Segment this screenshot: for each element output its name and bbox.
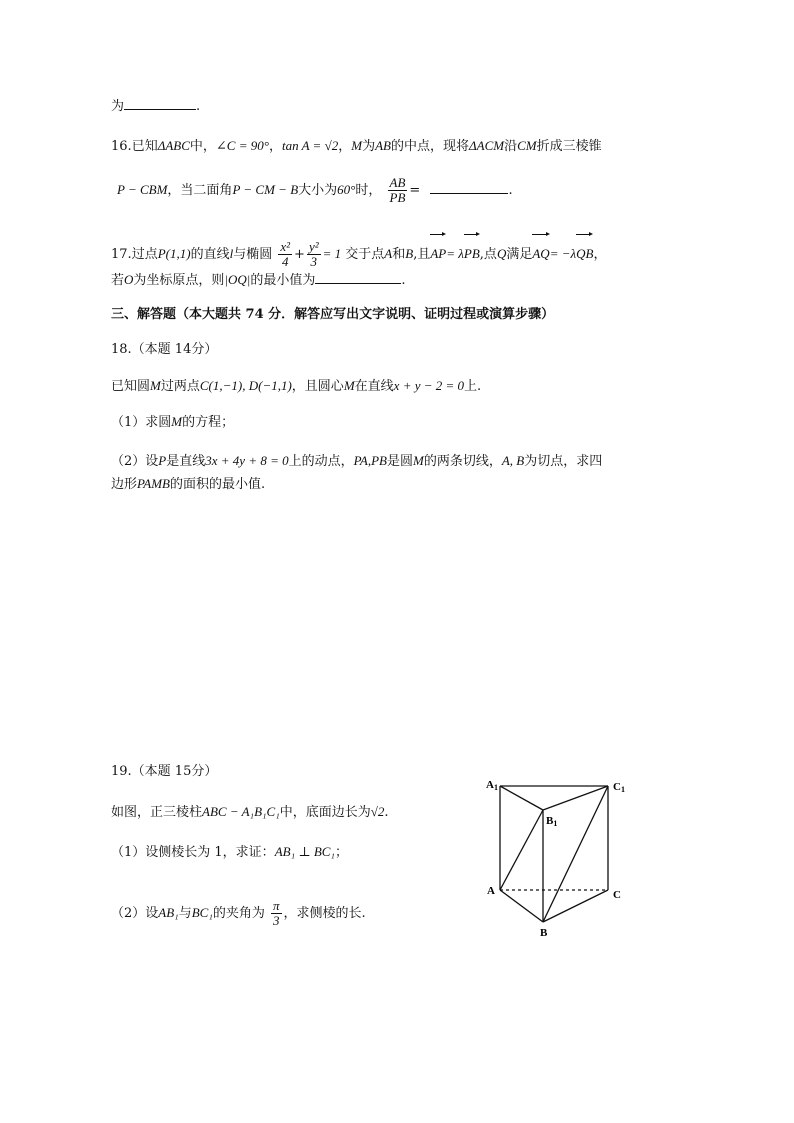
vector-ap: AP [430, 232, 446, 272]
q18-stem [111, 377, 481, 396]
q19-part2 [111, 895, 366, 932]
q18-math: A, B [501, 453, 525, 468]
q16-math: P − CBM [117, 182, 168, 197]
pi-over-3-fraction [271, 899, 282, 928]
q19-text: （2）设 [111, 906, 159, 921]
q18-math: , [367, 453, 372, 468]
q17-text: 与椭圆 [233, 247, 273, 262]
answer-blank [430, 181, 508, 194]
q17-period: . [401, 273, 406, 288]
q18-text: 上. [464, 379, 482, 394]
q17-math: P(1,1) [157, 246, 191, 261]
q17-math: B [405, 246, 414, 261]
q18-math: M [171, 414, 183, 429]
q18-heading: 18.（本题 14分） [111, 342, 218, 357]
q17-math: = λ [446, 246, 464, 261]
q16-math: CM [517, 138, 537, 153]
q17-text: 过点 [131, 247, 158, 262]
plus-sign: + [294, 247, 305, 262]
vector-aq: AQ [532, 232, 549, 272]
fraction-numerator: y² [308, 239, 319, 254]
q19-text: 与 [178, 906, 192, 921]
q19-text: 中，底面边长为 [279, 805, 371, 820]
q19-text: ； [334, 845, 348, 860]
q17-text: ， [593, 247, 607, 262]
q17-text: 满足 [506, 247, 533, 262]
q16-math: AB [375, 138, 391, 153]
q18-math: x + y − 2 = 0 [393, 378, 465, 393]
edge-bc [543, 890, 608, 922]
q17-math: = −λ [549, 246, 577, 261]
q19-text: 如图，正三棱柱 [111, 805, 203, 820]
q19-math: AB₁ ⊥ BC₁ [274, 844, 335, 859]
q18-text: 是圆 [386, 454, 413, 469]
q17-text: ,点 [479, 247, 497, 262]
ellipse-x-fraction [278, 240, 292, 269]
vector-qb: QB [576, 232, 593, 272]
q19-stem [111, 803, 389, 822]
q16-math: ΔABC [157, 138, 190, 153]
q17-text: 的最小值为 [250, 273, 316, 288]
q19-math: AB₁ [158, 905, 179, 920]
q17-math: A [384, 246, 393, 261]
q18-text: 已知圆 [111, 379, 151, 394]
q18-math: C(1,−1), D(−1,1) [199, 378, 292, 393]
ellipse-y-fraction [307, 240, 321, 269]
fraction-denominator: 3 [310, 254, 318, 269]
q16-text: 已知 [131, 139, 158, 154]
q18-text: 的方程； [182, 415, 235, 430]
q16-number: 16. [111, 139, 132, 154]
q17-line2 [111, 271, 406, 290]
q16-math: M [351, 138, 363, 153]
q19-math: √2 [370, 804, 385, 819]
label-a1: A1 [486, 779, 498, 792]
q19-math: ABC − A₁B₁C₁ [202, 804, 280, 819]
q16-text: ， [338, 139, 352, 154]
q18-math: PB [371, 453, 387, 468]
q18-math: M [343, 378, 355, 393]
q17-text: 若 [111, 273, 125, 288]
fraction-numerator: AB [389, 175, 406, 190]
q17-number: 17. [111, 247, 132, 262]
q19-text: . [384, 805, 389, 820]
q17-text: 的直线 [190, 247, 230, 262]
q18-math: P [158, 453, 167, 468]
q18-part2-line1 [111, 452, 602, 471]
q18-text: ，且圆心 [291, 379, 344, 394]
q16-line2 [117, 172, 513, 209]
q18-math: 3x + 4y + 8 = 0 [205, 453, 289, 468]
q15-tail [111, 97, 200, 116]
fraction-denominator: 4 [281, 254, 289, 269]
q17-math: l [229, 246, 234, 261]
q15-text: 为 [111, 99, 125, 114]
q19-heading: 19.（本题 15分） [111, 764, 218, 779]
q18-text: 是直线 [166, 454, 206, 469]
q17-math: |OQ| [224, 272, 251, 287]
q18-part1 [111, 413, 234, 432]
fraction-denominator: 3 [273, 913, 280, 928]
q18-text: 的两条切线， [423, 454, 502, 469]
q17-math: = 1 [322, 246, 342, 261]
q17-line1 [111, 232, 606, 273]
fraction-numerator: π [273, 898, 280, 913]
q16-text: ， [268, 139, 282, 154]
q16-fraction [388, 176, 408, 205]
q18-math: PA [353, 453, 368, 468]
q16-math: ∠C = 90° [215, 138, 269, 153]
q19-text: 的夹角为 [212, 906, 265, 921]
q16-math: P − CM − B [232, 182, 299, 197]
edge-a1b1 [500, 786, 543, 810]
label-c1: C1 [613, 781, 625, 794]
q17-math: Q [496, 246, 507, 261]
fraction-numerator: x² [280, 239, 291, 254]
label-b: B [540, 927, 548, 939]
vector-pb: PB [464, 232, 480, 272]
q16-period: . [508, 183, 513, 198]
q16-text: ，当二面角 [167, 183, 233, 198]
q18-text: 的面积的最小值. [170, 477, 266, 492]
q18-text: （2）设 [111, 454, 159, 469]
q18-part2-line2 [111, 475, 265, 494]
q16-text: 为 [362, 139, 376, 154]
q16-text: 折成三棱锥 [536, 139, 602, 154]
q18-math: M [150, 378, 161, 393]
q18-text: 为切点，求四 [524, 454, 603, 469]
q17-text: 交于点 [345, 247, 385, 262]
q17-math: O [124, 272, 134, 287]
answer-blank [124, 97, 196, 110]
q16-text: 中， [189, 139, 216, 154]
q18-text: 边形 [111, 477, 138, 492]
q18-text: 在直线 [354, 379, 394, 394]
prism-figure [480, 770, 630, 945]
q16-math: ΔACM [469, 138, 505, 153]
q16-text: 时， [355, 183, 382, 198]
q19-part1 [111, 843, 348, 862]
q16-math: tan A = √2 [281, 138, 339, 153]
q16-text: 大小为 [298, 183, 338, 198]
answer-blank [315, 271, 401, 284]
q18-math: PAMB [137, 476, 170, 491]
diag-ab1 [500, 810, 543, 890]
q17-text: ,且 [413, 247, 431, 262]
q18-text: 过两点 [160, 379, 200, 394]
edge-ab [500, 890, 543, 922]
fraction-denominator: PB [389, 190, 406, 205]
q19-text: （1）设侧棱长为 1，求证： [111, 845, 275, 860]
q16-text: 沿 [504, 139, 518, 154]
q19-math: BC₁ [191, 905, 213, 920]
q18-math: M [413, 453, 424, 468]
q16-math: 60° [337, 182, 356, 197]
q16-text: 的中点，现将 [390, 139, 469, 154]
label-b1: B1 [546, 815, 558, 828]
label-a: A [487, 885, 495, 897]
q18-text: 上的动点， [288, 454, 354, 469]
q16-line1 [111, 137, 602, 156]
label-c: C [613, 889, 621, 901]
section-title: 三、解答题（本大题共 74 分．解答应写出文字说明、证明过程或演算步骤） [111, 307, 555, 322]
q17-text: 为坐标原点，则 [133, 273, 225, 288]
q16-equals: = [409, 183, 421, 198]
q17-text: 和 [392, 247, 406, 262]
q15-period: . [196, 99, 201, 114]
q18-text: （1）求圆 [111, 415, 172, 430]
q19-text: ，求侧棱的长. [283, 906, 366, 921]
